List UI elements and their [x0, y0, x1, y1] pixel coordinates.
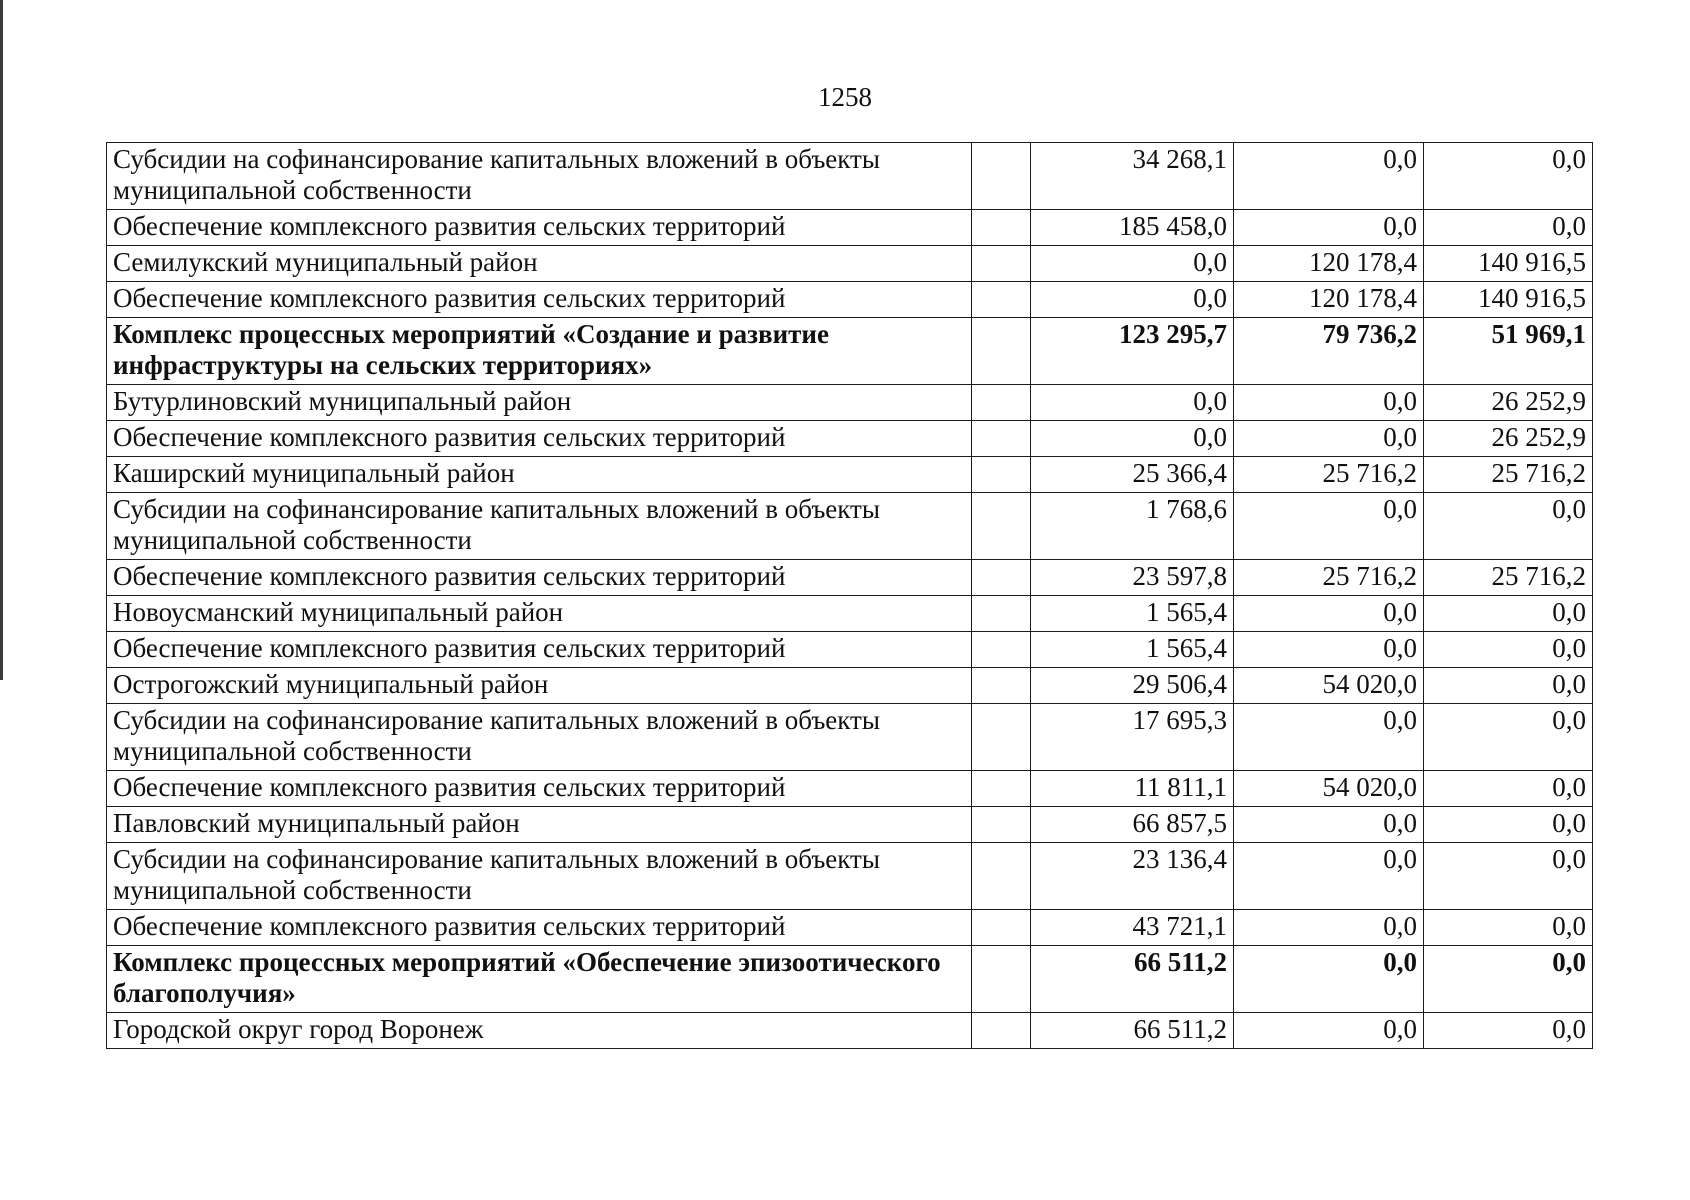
- row-value-2-cell: 0,0: [1234, 843, 1424, 910]
- row-value-3-cell: 0,0: [1424, 1013, 1593, 1049]
- row-name-cell: Обеспечение комплексного развития сельских территорий: [107, 910, 972, 946]
- row-value-3-cell: 140 916,5: [1424, 246, 1593, 282]
- row-value-1-cell: 1 565,4: [1031, 632, 1234, 668]
- row-value-2-cell: 0,0: [1234, 143, 1424, 210]
- row-code-cell: [972, 560, 1031, 596]
- row-value-2-cell: 0,0: [1234, 421, 1424, 457]
- row-value-1-cell: 0,0: [1031, 421, 1234, 457]
- row-value-1-cell: 0,0: [1031, 282, 1234, 318]
- row-value-1-cell: 1 768,6: [1031, 493, 1234, 560]
- row-value-3-cell: 0,0: [1424, 704, 1593, 771]
- row-value-3-cell: 0,0: [1424, 807, 1593, 843]
- table-row: [107, 704, 1593, 771]
- row-value-1-cell: 66 511,2: [1031, 1013, 1234, 1049]
- row-value-2-cell: 54 020,0: [1234, 668, 1424, 704]
- row-value-1-cell: 43 721,1: [1031, 910, 1234, 946]
- row-value-1-cell: 34 268,1: [1031, 143, 1234, 210]
- table-row: [107, 668, 1593, 704]
- row-value-2-cell: 0,0: [1234, 632, 1424, 668]
- table-row: [107, 143, 1593, 210]
- row-name-cell: Обеспечение комплексного развития сельских территорий: [107, 771, 972, 807]
- row-value-2-cell: 25 716,2: [1234, 457, 1424, 493]
- row-code-cell: [972, 385, 1031, 421]
- budget-table-body: [107, 143, 1593, 1049]
- row-name-cell: Комплекс процессных мероприятий «Обеспечение эпизоотического благополучия»: [107, 946, 972, 1013]
- row-name-cell: Новоусманский муниципальный район: [107, 596, 972, 632]
- row-value-2-cell: 25 716,2: [1234, 560, 1424, 596]
- row-name-cell: Субсидии на софинансирование капитальных вложений в объекты муниципальной собственности: [107, 704, 972, 771]
- row-name-cell: Обеспечение комплексного развития сельских территорий: [107, 282, 972, 318]
- row-code-cell: [972, 493, 1031, 560]
- row-name-cell: Субсидии на софинансирование капитальных вложений в объекты муниципальной собственности: [107, 493, 972, 560]
- row-name-cell: Обеспечение комплексного развития сельских территорий: [107, 421, 972, 457]
- table-row: [107, 910, 1593, 946]
- row-code-cell: [972, 318, 1031, 385]
- table-row: [107, 493, 1593, 560]
- row-value-2-cell: 120 178,4: [1234, 246, 1424, 282]
- row-value-2-cell: 0,0: [1234, 704, 1424, 771]
- row-name-cell: Субсидии на софинансирование капитальных вложений в объекты муниципальной собственности: [107, 143, 972, 210]
- row-value-2-cell: 0,0: [1234, 210, 1424, 246]
- row-value-2-cell: 54 020,0: [1234, 771, 1424, 807]
- row-name-cell: Каширский муниципальный район: [107, 457, 972, 493]
- row-value-3-cell: 51 969,1: [1424, 318, 1593, 385]
- row-value-3-cell: 0,0: [1424, 210, 1593, 246]
- table-row: [107, 807, 1593, 843]
- table-row: [107, 421, 1593, 457]
- row-value-1-cell: 123 295,7: [1031, 318, 1234, 385]
- row-value-1-cell: 66 511,2: [1031, 946, 1234, 1013]
- page-number: 1258: [818, 82, 872, 112]
- row-value-3-cell: 140 916,5: [1424, 282, 1593, 318]
- row-code-cell: [972, 457, 1031, 493]
- row-name-cell: Городской округ город Воронеж: [107, 1013, 972, 1049]
- row-value-3-cell: 0,0: [1424, 493, 1593, 560]
- table-row: [107, 843, 1593, 910]
- row-value-3-cell: 0,0: [1424, 843, 1593, 910]
- row-code-cell: [972, 143, 1031, 210]
- row-value-1-cell: 0,0: [1031, 385, 1234, 421]
- row-value-1-cell: 1 565,4: [1031, 596, 1234, 632]
- row-value-2-cell: 0,0: [1234, 946, 1424, 1013]
- row-value-3-cell: 0,0: [1424, 910, 1593, 946]
- row-code-cell: [972, 910, 1031, 946]
- table-row: [107, 210, 1593, 246]
- row-value-1-cell: 23 597,8: [1031, 560, 1234, 596]
- row-value-3-cell: 0,0: [1424, 668, 1593, 704]
- row-value-1-cell: 23 136,4: [1031, 843, 1234, 910]
- table-row: [107, 596, 1593, 632]
- table-row: [107, 946, 1593, 1013]
- row-code-cell: [972, 596, 1031, 632]
- row-name-cell: Семилукский муниципальный район: [107, 246, 972, 282]
- row-name-cell: Павловский муниципальный район: [107, 807, 972, 843]
- row-value-3-cell: 0,0: [1424, 596, 1593, 632]
- row-value-3-cell: 0,0: [1424, 946, 1593, 1013]
- table-row: [107, 457, 1593, 493]
- row-value-2-cell: 0,0: [1234, 807, 1424, 843]
- row-name-cell: Субсидии на софинансирование капитальных вложений в объекты муниципальной собственности: [107, 843, 972, 910]
- row-value-2-cell: 0,0: [1234, 493, 1424, 560]
- row-name-cell: Комплекс процессных мероприятий «Создание и развитие инфраструктуры на сельских территориях»: [107, 318, 972, 385]
- table-row: [107, 282, 1593, 318]
- row-code-cell: [972, 946, 1031, 1013]
- row-code-cell: [972, 421, 1031, 457]
- row-code-cell: [972, 210, 1031, 246]
- table-row: [107, 771, 1593, 807]
- row-value-2-cell: 0,0: [1234, 596, 1424, 632]
- table-row: [107, 632, 1593, 668]
- row-name-cell: Обеспечение комплексного развития сельских территорий: [107, 560, 972, 596]
- table-row: [107, 246, 1593, 282]
- row-code-cell: [972, 632, 1031, 668]
- budget-table: [106, 142, 1593, 1049]
- table-row: [107, 385, 1593, 421]
- table-row: [107, 560, 1593, 596]
- row-value-2-cell: 0,0: [1234, 910, 1424, 946]
- row-name-cell: Бутурлиновский муниципальный район: [107, 385, 972, 421]
- row-value-1-cell: 29 506,4: [1031, 668, 1234, 704]
- row-value-3-cell: 0,0: [1424, 632, 1593, 668]
- table-row: [107, 318, 1593, 385]
- row-code-cell: [972, 807, 1031, 843]
- row-name-cell: Обеспечение комплексного развития сельских территорий: [107, 632, 972, 668]
- row-value-3-cell: 25 716,2: [1424, 457, 1593, 493]
- row-value-3-cell: 26 252,9: [1424, 421, 1593, 457]
- row-value-1-cell: 11 811,1: [1031, 771, 1234, 807]
- row-value-2-cell: 0,0: [1234, 385, 1424, 421]
- row-value-2-cell: 79 736,2: [1234, 318, 1424, 385]
- row-value-3-cell: 0,0: [1424, 771, 1593, 807]
- row-value-1-cell: 185 458,0: [1031, 210, 1234, 246]
- row-value-2-cell: 120 178,4: [1234, 282, 1424, 318]
- row-code-cell: [972, 1013, 1031, 1049]
- row-value-1-cell: 17 695,3: [1031, 704, 1234, 771]
- row-name-cell: Обеспечение комплексного развития сельских территорий: [107, 210, 972, 246]
- row-value-3-cell: 0,0: [1424, 143, 1593, 210]
- row-code-cell: [972, 246, 1031, 282]
- row-code-cell: [972, 282, 1031, 318]
- row-code-cell: [972, 668, 1031, 704]
- row-code-cell: [972, 771, 1031, 807]
- table-row: [107, 1013, 1593, 1049]
- row-name-cell: Острогожский муниципальный район: [107, 668, 972, 704]
- row-value-1-cell: 0,0: [1031, 246, 1234, 282]
- row-value-3-cell: 26 252,9: [1424, 385, 1593, 421]
- row-value-1-cell: 66 857,5: [1031, 807, 1234, 843]
- row-value-1-cell: 25 366,4: [1031, 457, 1234, 493]
- row-code-cell: [972, 843, 1031, 910]
- row-value-3-cell: 25 716,2: [1424, 560, 1593, 596]
- row-code-cell: [972, 704, 1031, 771]
- row-value-2-cell: 0,0: [1234, 1013, 1424, 1049]
